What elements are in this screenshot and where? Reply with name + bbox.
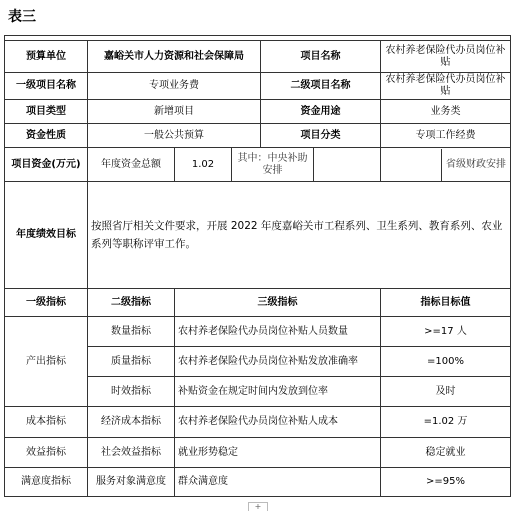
project-type-label: 项目类型 (5, 100, 88, 124)
table-row (5, 73, 511, 100)
project-name-label: 项目名称 (261, 41, 381, 73)
l2-cell: 社会效益指标 (88, 438, 175, 468)
level2-name-value: 农村养老保险代办员岗位补贴 (381, 73, 511, 100)
fund-nature-label: 资金性质 (5, 124, 88, 148)
target-cell: >=95% (381, 468, 511, 497)
table-row (5, 468, 511, 497)
table-row (5, 317, 511, 347)
goal-text: 按照省厅相关文件要求，开展 2022 年度嘉峪关市工程系列、卫生系列、教育系列、农业系列等职称评审工作。 (88, 182, 511, 289)
level1-name-value: 专项业务费 (88, 73, 261, 100)
fund-amount-label: 项目资金(万元) (5, 148, 88, 182)
provincial-cell (381, 148, 511, 182)
table-row (5, 148, 511, 182)
l2-cell: 服务对象满意度 (88, 468, 175, 497)
level2-name-label: 二级项目名称 (261, 73, 381, 100)
target-cell: 及时 (381, 377, 511, 407)
budget-unit-label: 预算单位 (5, 41, 88, 73)
page-title: 表三 (8, 9, 36, 25)
benefit-indicator-label: 效益指标 (5, 438, 88, 468)
annual-total-label: 年度资金总额 (88, 148, 175, 182)
project-name-value: 农村养老保险代办员岗位补贴 (381, 41, 511, 73)
level1-name-label: 一级项目名称 (5, 73, 88, 100)
fund-nature-value: 一般公共预算 (88, 124, 261, 148)
table-row (5, 100, 511, 124)
fund-use-value: 业务类 (381, 100, 511, 124)
l2-cell: 数量指标 (88, 317, 175, 347)
l2-cell: 质量指标 (88, 347, 175, 377)
target-cell: =100% (381, 347, 511, 377)
provincial-label: 省级财政安排 (446, 158, 506, 170)
header-target: 指标目标值 (381, 289, 511, 317)
target-cell: =1.02 万 (381, 407, 511, 438)
fund-use-label: 资金用途 (261, 100, 381, 124)
l3-cell: 补贴资金在规定时间内发放到位率 (175, 377, 381, 407)
indicator-header-row (5, 289, 511, 317)
project-type-value: 新增项目 (88, 100, 261, 124)
performance-table (4, 35, 511, 497)
l3-cell: 农村养老保险代办员岗位补贴人员数量 (175, 317, 381, 347)
central-label: 其中：中央补助安排 (232, 148, 314, 182)
l3-cell: 农村养老保险代办员岗位补贴发放准确率 (175, 347, 381, 377)
l2-cell: 时效指标 (88, 377, 175, 407)
output-indicator-label: 产出指标 (5, 317, 88, 407)
cost-indicator-label: 成本指标 (5, 407, 88, 438)
l3-cell: 就业形势稳定 (175, 438, 381, 468)
header-l3: 三级指标 (175, 289, 381, 317)
table-row (5, 407, 511, 438)
table-move-handle[interactable]: + (248, 502, 268, 511)
target-cell: >=17 人 (381, 317, 511, 347)
table-row (5, 124, 511, 148)
project-category-value: 专项工作经费 (381, 124, 511, 148)
table-row (5, 41, 511, 73)
satisfaction-indicator-label: 满意度指标 (5, 468, 88, 497)
goal-label: 年度绩效目标 (5, 182, 88, 289)
l2-cell: 经济成本指标 (88, 407, 175, 438)
annual-total-value: 1.02 (175, 148, 232, 182)
header-l1: 一级指标 (5, 289, 88, 317)
target-cell: 稳定就业 (381, 438, 511, 468)
budget-unit-value: 嘉峪关市人力资源和社会保障局 (88, 41, 261, 73)
table-row (5, 438, 511, 468)
header-l2: 二级指标 (88, 289, 175, 317)
central-value (314, 148, 381, 182)
l3-cell: 农村养老保险代办员岗位补贴人成本 (175, 407, 381, 438)
project-category-label: 项目分类 (261, 124, 381, 148)
table-row (5, 182, 511, 289)
l3-cell: 群众满意度 (175, 468, 381, 497)
